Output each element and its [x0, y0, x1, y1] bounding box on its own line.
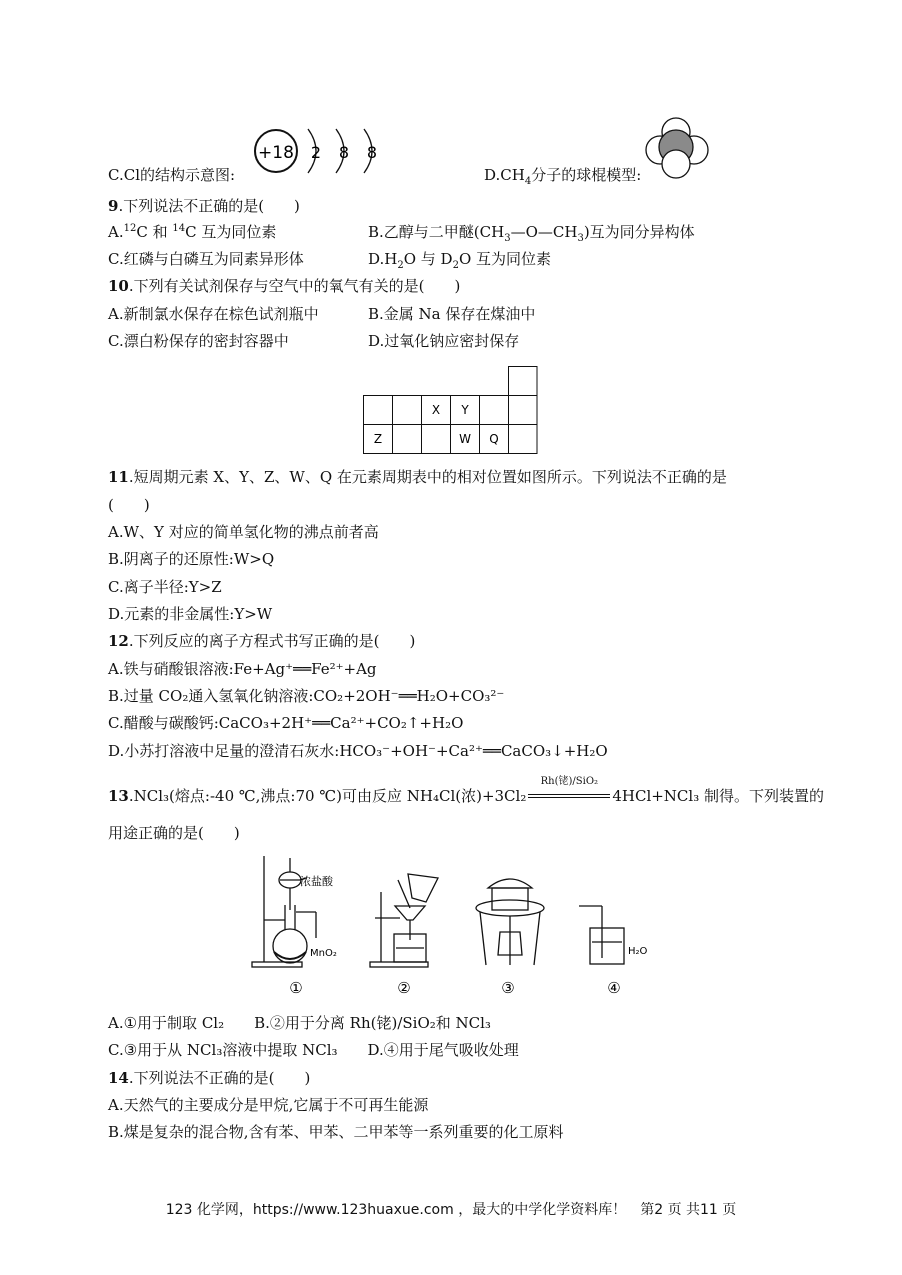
cell-x: X — [431, 403, 441, 417]
circ-2: ② — [397, 979, 411, 997]
cl-atom-diagram — [250, 125, 385, 180]
q14-option-a: A.天然气的主要成分是甲烷,它属于不可再生能源 — [108, 1096, 429, 1114]
q13-stem-line2: 用途正确的是( ) — [108, 824, 240, 842]
q12-option-b: B.过量 CO₂通入氢氧化钠溶液:CO₂+2OH⁻══H₂O+CO₃²⁻ — [108, 687, 505, 705]
shell-electrons-3: 8 — [366, 143, 378, 162]
shell-electrons-1: 2 — [310, 143, 322, 162]
q8-option-d-label: $D.CH_4$分子的球棍模型: — [484, 166, 642, 187]
q13-options-ab: A.①用于制取 Cl₂ B.②用于分离 Rh(铑)/SiO₂和 NCl₃ — [108, 1014, 491, 1032]
q12-option-d: D.小苏打溶液中足量的澄清石灰水:HCO₃⁻+OH⁻+Ca²⁺══CaCO₃↓+H₂O — [108, 742, 608, 760]
q9-stem: 9.下列说法不正确的是( ) — [108, 197, 300, 215]
cell-y: Y — [461, 403, 469, 417]
reaction-condition: Rh(铑)/SiO₂ — [540, 776, 599, 787]
q8-option-c-label: C.Cl的结构示意图: — [108, 166, 236, 184]
q13-options-cd: C.③用于从 NCl₃溶液中提取 NCl₃ D.④用于尾气吸收处理 — [108, 1041, 519, 1059]
nucleus-charge: +18 — [258, 143, 294, 163]
q9-option-b: B.乙醇与二甲醚$(CH_3—O—CH_3)$互为同分异构体 — [368, 223, 695, 244]
cell-w: W — [459, 432, 471, 446]
q11-option-d: D.元素的非金属性:Y>W — [108, 605, 273, 623]
q14-stem: 14.下列说法不正确的是( ) — [108, 1069, 311, 1087]
q10-option-d: D.过氧化钠应密封保存 — [368, 332, 520, 350]
periodic-table-fragment — [362, 366, 540, 456]
q11-option-b: B.阴离子的还原性:W>Q — [108, 550, 275, 568]
ch4-model-icon — [640, 112, 715, 182]
q10-option-c: C.漂白粉保存的密封容器中 — [108, 332, 289, 350]
label-mno2: MnO₂ — [310, 948, 337, 959]
q13-stem: 13.NCl₃(熔点:-40 ℃,沸点:70 ℃)可由反应 NH₄Cl(浓)+3Cl₂ Rh(铑)/SiO₂ 4HCl+NCl₃ 制得。下列装置的 — [108, 786, 824, 806]
q12-stem: 12.下列反应的离子方程式书写正确的是( ) — [108, 632, 416, 650]
cell-z: Z — [373, 432, 383, 446]
q11-option-a: A.W、Y 对应的简单氢化物的沸点前者高 — [108, 523, 379, 541]
q9-option-d: $D.H_2O$ 与 $D_2O$ 互为同位素 — [368, 250, 552, 271]
q11-stem: 11.短周期元素 X、Y、Z、W、Q 在元素周期表中的相对位置如图所示。下列说法不正确的是 — [108, 468, 727, 486]
q10-stem: 10.下列有关试剂保存与空气中的氧气有关的是( ) — [108, 277, 461, 295]
page-footer: 123 化学网，https://www.123huaxue.com ，最大的中学化学资料库！ 第2 页 共11 页 — [165, 1202, 737, 1218]
shell-electrons-2: 8 — [338, 143, 350, 162]
q10-option-a: A.新制氯水保存在棕色试剂瓶中 — [108, 305, 319, 323]
q11-paren: ( ) — [108, 496, 150, 514]
label-hcl: 浓盐酸 — [300, 875, 333, 888]
q12-option-a: A.铁与硝酸银溶液:Fe+Ag⁺══Fe²⁺+Ag — [108, 660, 377, 678]
circ-1: ① — [289, 979, 303, 997]
q9-option-c: C.红磷与白磷互为同素异形体 — [108, 250, 304, 268]
circ-4: ④ — [607, 979, 621, 997]
q12-option-c: C.醋酸与碳酸钙:CaCO₃+2H⁺══Ca²⁺+CO₂↑+H₂O — [108, 714, 464, 732]
label-h2o: H₂O — [628, 946, 648, 957]
cell-q: Q — [489, 432, 499, 446]
q10-option-b: B.金属 Na 保存在煤油中 — [368, 305, 536, 323]
apparatus-figure — [240, 850, 660, 1000]
q14-option-b: B.煤是复杂的混合物,含有苯、甲苯、二甲苯等一系列重要的化工原料 — [108, 1123, 564, 1141]
circ-3: ③ — [501, 979, 515, 997]
q9-option-a: A.$^{12}$C 和 $^{14}$C 互为同位素 — [108, 223, 277, 241]
q11-option-c: C.离子半径:Y>Z — [108, 578, 222, 596]
